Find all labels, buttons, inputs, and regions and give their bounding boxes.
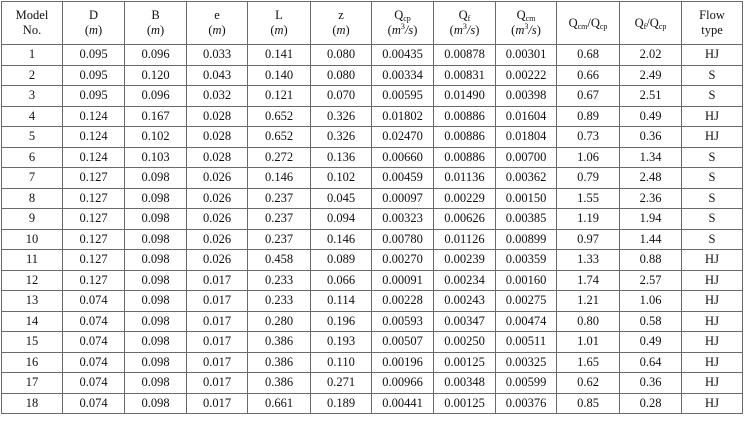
cell-e: 0.017 — [187, 332, 248, 353]
cell-d: 0.074 — [63, 393, 125, 414]
cell-l: 0.237 — [248, 229, 311, 250]
cell-qcm-qcp-ratio: 0.66 — [557, 65, 620, 86]
cell-model-no: 7 — [2, 168, 63, 189]
cell-d: 0.074 — [63, 332, 125, 353]
cell-qf-qcp-ratio: 1.06 — [620, 291, 682, 312]
cell-z: 0.326 — [311, 127, 372, 148]
cell-e: 0.026 — [187, 250, 248, 271]
cell-qcp: 0.01802 — [372, 106, 434, 127]
col-header-qf-unit-pre: m — [453, 23, 463, 37]
col-header-flow-line1: Flow — [699, 8, 725, 22]
cell-qcm-qcp-ratio: 1.74 — [557, 270, 620, 291]
cell-qf: 0.00250 — [434, 332, 496, 353]
table-row — [2, 127, 743, 148]
col-header-qcm: $Q_{cm}$ $(m^3/s)$ — [496, 2, 557, 45]
table-row — [2, 373, 743, 394]
cell-qf-qcp-ratio: 0.36 — [620, 127, 682, 148]
cell-e: 0.017 — [187, 291, 248, 312]
col-header-l: L (m) — [248, 2, 311, 45]
col-header-model-line2: No. — [22, 23, 42, 37]
cell-qcp: 0.00270 — [372, 250, 434, 271]
cell-qcm: 0.00376 — [496, 393, 557, 414]
cell-qf: 0.00886 — [434, 106, 496, 127]
cell-e: 0.032 — [187, 86, 248, 107]
table-header — [2, 2, 743, 45]
cell-flow-type: HJ — [682, 332, 743, 353]
cell-l: 0.661 — [248, 393, 311, 414]
table-row — [2, 352, 743, 373]
col-header-qcm-base: Q — [516, 8, 526, 22]
cell-qcp: 0.00228 — [372, 291, 434, 312]
cell-qf: 0.00886 — [434, 147, 496, 168]
cell-flow-type: HJ — [682, 45, 743, 66]
col-header-qcm-qcp-ratio — [557, 2, 620, 45]
table-row — [2, 393, 743, 414]
cell-flow-type: S — [682, 229, 743, 250]
cell-b: 0.167 — [125, 106, 187, 127]
cell-qf-qcp-ratio: 2.51 — [620, 86, 682, 107]
cell-qf: 0.00886 — [434, 127, 496, 148]
cell-qcm-qcp-ratio: 1.65 — [557, 352, 620, 373]
cell-qf: 0.00348 — [434, 373, 496, 394]
cell-e: 0.028 — [187, 147, 248, 168]
cell-model-no: 1 — [2, 45, 63, 66]
col-header-e-unit: m — [212, 23, 222, 37]
cell-flow-type: HJ — [682, 352, 743, 373]
table-row — [2, 332, 743, 353]
cell-qcm-qcp-ratio: 0.68 — [557, 45, 620, 66]
cell-flow-type: HJ — [682, 291, 743, 312]
cell-qcm: 0.00385 — [496, 209, 557, 230]
col-header-qf-unit-post: /s — [466, 23, 476, 37]
cell-model-no: 9 — [2, 209, 63, 230]
col-header-qcm-unit-pre: m — [515, 23, 525, 37]
cell-d: 0.124 — [63, 127, 125, 148]
col-header-qf: $Q_f$ $(m^3/s)$ — [434, 2, 496, 45]
col-header-e: e (m) — [187, 2, 248, 45]
cell-d: 0.127 — [63, 188, 125, 209]
col-header-d-unit: m — [88, 23, 99, 37]
cell-z: 0.196 — [311, 311, 372, 332]
cell-qcm: 0.00362 — [496, 168, 557, 189]
cell-z: 0.114 — [311, 291, 372, 312]
col-header-d-name: D — [88, 8, 99, 22]
col-header-l-name: L — [275, 8, 283, 22]
cell-model-no: 12 — [2, 270, 63, 291]
ratio1-a-sub: cm — [577, 21, 588, 31]
cell-model-no: 6 — [2, 147, 63, 168]
cell-model-no: 17 — [2, 373, 63, 394]
cell-z: 0.066 — [311, 270, 372, 291]
cell-b: 0.098 — [125, 291, 187, 312]
cell-e: 0.033 — [187, 45, 248, 66]
cell-d: 0.074 — [63, 373, 125, 394]
cell-z: 0.080 — [311, 65, 372, 86]
cell-qcm: 0.00700 — [496, 147, 557, 168]
table-row — [2, 106, 743, 127]
cell-d: 0.127 — [63, 250, 125, 271]
cell-qcp: 0.00507 — [372, 332, 434, 353]
cell-qf-qcp-ratio: 0.58 — [620, 311, 682, 332]
cell-qcp: 0.00593 — [372, 311, 434, 332]
cell-model-no: 4 — [2, 106, 63, 127]
cell-b: 0.096 — [125, 86, 187, 107]
cell-e: 0.026 — [187, 209, 248, 230]
col-header-z-unit: m — [336, 23, 346, 37]
cell-qf-qcp-ratio: 0.88 — [620, 250, 682, 271]
col-header-e-name: e — [214, 8, 220, 22]
cell-b: 0.102 — [125, 127, 187, 148]
model-parameters-table — [1, 1, 743, 414]
cell-qcm-qcp-ratio: 1.01 — [557, 332, 620, 353]
cell-z: 0.136 — [311, 147, 372, 168]
cell-qcm: 0.01604 — [496, 106, 557, 127]
cell-d: 0.127 — [63, 168, 125, 189]
cell-l: 0.141 — [248, 45, 311, 66]
cell-model-no: 5 — [2, 127, 63, 148]
col-header-flow-type — [682, 2, 743, 45]
ratio1-a: Q — [568, 15, 578, 30]
cell-qcp: 0.00441 — [372, 393, 434, 414]
cell-qcm-qcp-ratio: 0.97 — [557, 229, 620, 250]
cell-e: 0.026 — [187, 229, 248, 250]
table-row — [2, 188, 743, 209]
cell-qcm-qcp-ratio: 1.33 — [557, 250, 620, 271]
cell-qcm: 0.00160 — [496, 270, 557, 291]
cell-qcp: 0.00323 — [372, 209, 434, 230]
cell-b: 0.098 — [125, 373, 187, 394]
table-row — [2, 65, 743, 86]
cell-z: 0.271 — [311, 373, 372, 394]
cell-qf: 0.00831 — [434, 65, 496, 86]
table-row — [2, 209, 743, 230]
cell-qcm-qcp-ratio: 0.62 — [557, 373, 620, 394]
cell-qcm: 0.00899 — [496, 229, 557, 250]
col-header-qcm-sub: cm — [525, 14, 536, 23]
ratio2-b-sub: cp — [658, 21, 667, 31]
ratio2-slash: /Q — [646, 15, 659, 30]
cell-qcm: 0.00599 — [496, 373, 557, 394]
col-header-qf-qcp-ratio — [620, 2, 682, 45]
cell-model-no: 2 — [2, 65, 63, 86]
cell-qcp: 0.00091 — [372, 270, 434, 291]
cell-l: 0.652 — [248, 106, 311, 127]
col-header-qf-sub: f — [467, 14, 471, 23]
cell-qf: 0.00347 — [434, 311, 496, 332]
cell-qf-qcp-ratio: 0.28 — [620, 393, 682, 414]
cell-qcm: 0.00275 — [496, 291, 557, 312]
cell-qcm-qcp-ratio: 0.73 — [557, 127, 620, 148]
cell-qcp: 0.00459 — [372, 168, 434, 189]
table-row — [2, 291, 743, 312]
cell-qcm: 0.00301 — [496, 45, 557, 66]
cell-d: 0.074 — [63, 352, 125, 373]
cell-qcp: 0.02470 — [372, 127, 434, 148]
cell-qcp: 0.00780 — [372, 229, 434, 250]
cell-qcp: 0.00435 — [372, 45, 434, 66]
cell-e: 0.028 — [187, 106, 248, 127]
cell-qf-qcp-ratio: 1.94 — [620, 209, 682, 230]
col-header-model — [2, 2, 63, 45]
cell-qf-qcp-ratio: 2.36 — [620, 188, 682, 209]
cell-model-no: 18 — [2, 393, 63, 414]
cell-z: 0.146 — [311, 229, 372, 250]
cell-qcp: 0.00660 — [372, 147, 434, 168]
cell-qcm: 0.00222 — [496, 65, 557, 86]
ratio1-slash: /Q — [587, 15, 600, 30]
cell-qcm-qcp-ratio: 0.79 — [557, 168, 620, 189]
cell-l: 0.233 — [248, 291, 311, 312]
cell-z: 0.080 — [311, 45, 372, 66]
cell-z: 0.045 — [311, 188, 372, 209]
cell-flow-type: HJ — [682, 373, 743, 394]
cell-e: 0.017 — [187, 393, 248, 414]
cell-qcm: 0.00398 — [496, 86, 557, 107]
cell-flow-type: HJ — [682, 311, 743, 332]
ratio1-b-sub: cp — [599, 21, 608, 31]
cell-qf-qcp-ratio: 2.49 — [620, 65, 682, 86]
table-row — [2, 250, 743, 271]
cell-l: 0.272 — [248, 147, 311, 168]
col-header-qcp-unit-pre: m — [391, 23, 401, 37]
col-header-qf-base: Q — [458, 8, 468, 22]
cell-flow-type: S — [682, 188, 743, 209]
cell-qcp: 0.00334 — [372, 65, 434, 86]
cell-l: 0.280 — [248, 311, 311, 332]
cell-l: 0.652 — [248, 127, 311, 148]
cell-qf: 0.00125 — [434, 352, 496, 373]
col-header-l-unit: m — [274, 23, 284, 37]
cell-z: 0.070 — [311, 86, 372, 107]
cell-qf-qcp-ratio: 1.44 — [620, 229, 682, 250]
cell-b: 0.098 — [125, 229, 187, 250]
cell-qcm-qcp-ratio: 1.55 — [557, 188, 620, 209]
table-row — [2, 229, 743, 250]
ratio2-a: Q — [634, 15, 644, 30]
cell-qcm-qcp-ratio: 1.21 — [557, 291, 620, 312]
table-row — [2, 168, 743, 189]
cell-b: 0.096 — [125, 45, 187, 66]
cell-flow-type: HJ — [682, 270, 743, 291]
col-header-b: B (m) — [125, 2, 187, 45]
cell-b: 0.098 — [125, 352, 187, 373]
col-header-qcm-unit-sup: 3 — [524, 22, 529, 31]
cell-l: 0.386 — [248, 352, 311, 373]
cell-qf: 0.01136 — [434, 168, 496, 189]
table-row — [2, 311, 743, 332]
cell-qf: 0.00229 — [434, 188, 496, 209]
col-header-d: D (m) — [63, 2, 125, 45]
cell-d: 0.074 — [63, 311, 125, 332]
cell-model-no: 10 — [2, 229, 63, 250]
table-row — [2, 45, 743, 66]
table-container — [1, 1, 743, 414]
cell-model-no: 11 — [2, 250, 63, 271]
col-header-b-name: B — [151, 8, 160, 22]
col-header-qcp-sub: cp — [403, 14, 411, 23]
cell-flow-type: HJ — [682, 127, 743, 148]
col-header-b-unit: m — [150, 23, 161, 37]
cell-qcm-qcp-ratio: 0.80 — [557, 311, 620, 332]
cell-qcp: 0.00097 — [372, 188, 434, 209]
col-header-qcp: $Q_{cp}$ $(m^3/s)$ — [372, 2, 434, 45]
cell-flow-type: S — [682, 168, 743, 189]
col-header-z-name: z — [338, 8, 344, 22]
cell-qcp: 0.00966 — [372, 373, 434, 394]
cell-qcm-qcp-ratio: 0.67 — [557, 86, 620, 107]
cell-qf-qcp-ratio: 0.49 — [620, 106, 682, 127]
cell-qcm: 0.01804 — [496, 127, 557, 148]
cell-qf-qcp-ratio: 2.48 — [620, 168, 682, 189]
col-header-qcp-base: Q — [394, 8, 404, 22]
cell-d: 0.127 — [63, 229, 125, 250]
cell-d: 0.127 — [63, 209, 125, 230]
cell-z: 0.193 — [311, 332, 372, 353]
cell-flow-type: S — [682, 147, 743, 168]
cell-b: 0.098 — [125, 209, 187, 230]
cell-d: 0.124 — [63, 147, 125, 168]
col-header-qcp-unit-sup: 3 — [400, 22, 405, 31]
cell-flow-type: HJ — [682, 106, 743, 127]
cell-qf: 0.00626 — [434, 209, 496, 230]
cell-d: 0.095 — [63, 45, 125, 66]
cell-d: 0.127 — [63, 270, 125, 291]
cell-model-no: 14 — [2, 311, 63, 332]
cell-d: 0.095 — [63, 65, 125, 86]
cell-qf-qcp-ratio: 2.02 — [620, 45, 682, 66]
cell-l: 0.237 — [248, 188, 311, 209]
cell-z: 0.189 — [311, 393, 372, 414]
cell-qcp: 0.00595 — [372, 86, 434, 107]
cell-d: 0.124 — [63, 106, 125, 127]
cell-z: 0.110 — [311, 352, 372, 373]
cell-qf: 0.00239 — [434, 250, 496, 271]
cell-flow-type: S — [682, 65, 743, 86]
cell-qf: 0.00878 — [434, 45, 496, 66]
header-row — [2, 2, 743, 45]
cell-e: 0.017 — [187, 352, 248, 373]
cell-b: 0.098 — [125, 311, 187, 332]
cell-e: 0.017 — [187, 311, 248, 332]
cell-b: 0.098 — [125, 168, 187, 189]
cell-b: 0.098 — [125, 270, 187, 291]
cell-model-no: 15 — [2, 332, 63, 353]
cell-qcm-qcp-ratio: 0.89 — [557, 106, 620, 127]
col-header-qf-unit-sup: 3 — [462, 22, 467, 31]
cell-b: 0.098 — [125, 250, 187, 271]
cell-qf: 0.00243 — [434, 291, 496, 312]
col-header-qcm-unit-post: /s — [528, 23, 537, 37]
cell-qcm-qcp-ratio: 0.85 — [557, 393, 620, 414]
cell-qf-qcp-ratio: 0.64 — [620, 352, 682, 373]
cell-l: 0.146 — [248, 168, 311, 189]
cell-l: 0.233 — [248, 270, 311, 291]
cell-e: 0.043 — [187, 65, 248, 86]
cell-qf-qcp-ratio: 0.36 — [620, 373, 682, 394]
cell-e: 0.026 — [187, 168, 248, 189]
table-body — [2, 45, 743, 414]
cell-d: 0.074 — [63, 291, 125, 312]
cell-qcm: 0.00474 — [496, 311, 557, 332]
cell-qf: 0.00234 — [434, 270, 496, 291]
cell-qcm: 0.00359 — [496, 250, 557, 271]
col-header-z: z (m) — [311, 2, 372, 45]
cell-model-no: 3 — [2, 86, 63, 107]
cell-qcm: 0.00150 — [496, 188, 557, 209]
table-row — [2, 270, 743, 291]
col-header-model-line1: Model — [15, 8, 49, 22]
table-row — [2, 147, 743, 168]
cell-l: 0.458 — [248, 250, 311, 271]
cell-e: 0.017 — [187, 373, 248, 394]
cell-z: 0.094 — [311, 209, 372, 230]
cell-qf-qcp-ratio: 1.34 — [620, 147, 682, 168]
cell-qcm: 0.00511 — [496, 332, 557, 353]
cell-l: 0.121 — [248, 86, 311, 107]
cell-qcm: 0.00325 — [496, 352, 557, 373]
cell-qcm-qcp-ratio: 1.06 — [557, 147, 620, 168]
cell-qcp: 0.00196 — [372, 352, 434, 373]
cell-b: 0.098 — [125, 188, 187, 209]
cell-qf: 0.01490 — [434, 86, 496, 107]
cell-z: 0.089 — [311, 250, 372, 271]
cell-e: 0.028 — [187, 127, 248, 148]
col-header-qcp-unit-post: /s — [404, 23, 414, 37]
cell-flow-type: HJ — [682, 250, 743, 271]
cell-qf-qcp-ratio: 2.57 — [620, 270, 682, 291]
cell-b: 0.103 — [125, 147, 187, 168]
ratio2-a-sub: f — [643, 21, 647, 31]
cell-l: 0.140 — [248, 65, 311, 86]
cell-e: 0.026 — [187, 188, 248, 209]
cell-b: 0.120 — [125, 65, 187, 86]
cell-b: 0.098 — [125, 332, 187, 353]
cell-l: 0.237 — [248, 209, 311, 230]
cell-z: 0.326 — [311, 106, 372, 127]
cell-e: 0.017 — [187, 270, 248, 291]
cell-model-no: 13 — [2, 291, 63, 312]
cell-model-no: 16 — [2, 352, 63, 373]
cell-flow-type: S — [682, 209, 743, 230]
cell-z: 0.102 — [311, 168, 372, 189]
cell-qf: 0.01126 — [434, 229, 496, 250]
cell-flow-type: S — [682, 86, 743, 107]
cell-l: 0.386 — [248, 332, 311, 353]
cell-flow-type: HJ — [682, 393, 743, 414]
cell-qcm-qcp-ratio: 1.19 — [557, 209, 620, 230]
cell-qf-qcp-ratio: 0.49 — [620, 332, 682, 353]
cell-b: 0.098 — [125, 393, 187, 414]
cell-l: 0.386 — [248, 373, 311, 394]
cell-model-no: 8 — [2, 188, 63, 209]
cell-d: 0.095 — [63, 86, 125, 107]
col-header-flow-line2: type — [701, 23, 723, 37]
cell-qf: 0.00125 — [434, 393, 496, 414]
table-row — [2, 86, 743, 107]
